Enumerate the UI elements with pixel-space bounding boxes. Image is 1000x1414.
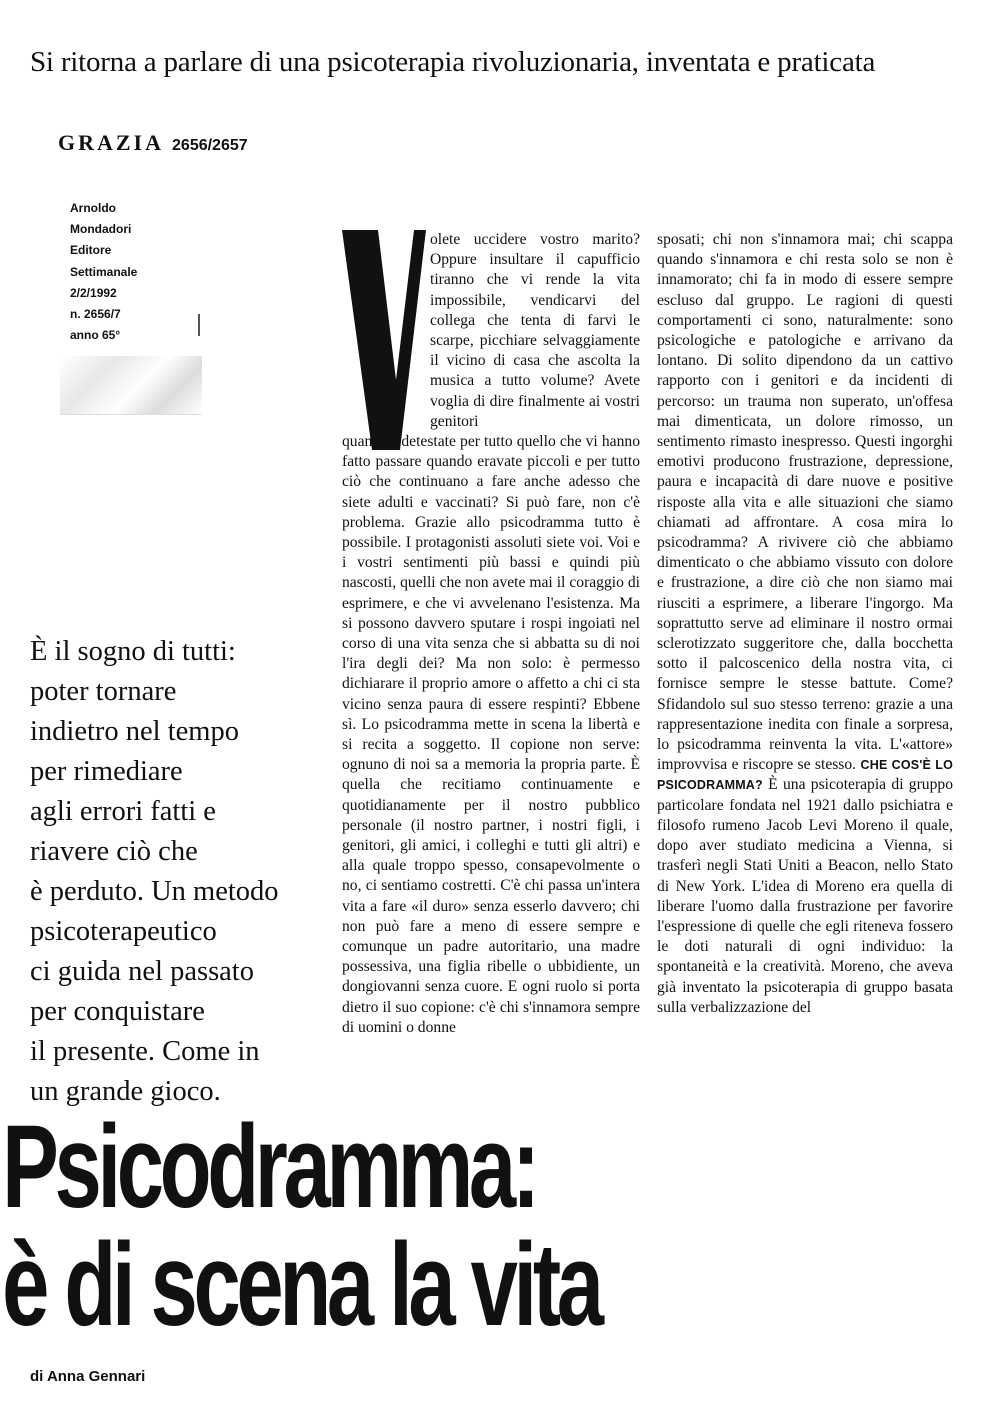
body-column-2 bbox=[657, 230, 953, 1018]
headline-line-1: Psicodramma: bbox=[2, 1101, 536, 1233]
stamp-line: n. 2656/7 bbox=[70, 307, 121, 322]
body-column-1 bbox=[342, 432, 640, 1038]
stamp-lines bbox=[60, 196, 150, 346]
headline-line-2: è di scena la vita bbox=[2, 1219, 600, 1351]
body-paragraph: quanto li detestate per tutto quello che vi hanno fatto passare quando eravate piccoli e per tutto ciò che continuano a fare anche adesso che siete adulti e vaccinati? Si può fare, non c'è problema. Grazie allo psicodramma tutto è possibile. I protagonisti assoluti siete voi. Voi e i vostri sentimenti più bassi e quindi più nascosti, quelli che non avete mai il coraggio di esprimere, e che vi avvelenano l'esistenza. Ma si possono davvero sputare i rospi ingoiati nel corso di una vita senza che si abbatta su di noi l'ira degli dei? Ma non solo: è permesso dichiarare il proprio amore o affetto a chi ci sta vicino senza paura di essere respinti? Ebbene sì. Lo psicodramma mette in scena la libertà e si recita a soggetto. Il copione non serve: ognuno di noi sa a memoria la propria parte. È quella che recitiamo continuamente e quotidianamente per il nostro pubblico personale (il nostro partner, i nostri figli, i genitori, gli amici, i colleghi e tutti gli altri) e alla quale troppo spesso, consapevolmente o no, ci sentiamo costretti. C'è chi passa un'intera vita a fare «il duro» senza esserlo davvero; chi non può fare a meno di essere sempre e comunque un padre autoritario, una madre possessiva, una figlia ribelle o ubbidiente, un dongiovanni senza cuore. E ogni ruolo si porta dietro il suo copione: c'è chi s'innamora sempre di uomini o donne bbox=[342, 433, 640, 1036]
kicker-text: Si ritorna a parlare di una psicoterapia rivoluzionaria, inventata e praticata bbox=[30, 46, 876, 78]
deck-line: ci guida nel passato bbox=[30, 956, 254, 987]
stamp-line: Settimanale bbox=[70, 264, 138, 279]
stamp-line: 2/2/1992 bbox=[70, 285, 117, 300]
deck-line: il presente. Come in bbox=[30, 1036, 260, 1067]
archive-stamp bbox=[60, 196, 150, 414]
deck-line: un grande gioco. bbox=[30, 1076, 221, 1107]
deck-line: è perduto. Un metodo bbox=[30, 876, 279, 907]
body-paragraph bbox=[657, 230, 953, 1018]
deck-line: riavere ciò che bbox=[30, 836, 198, 867]
body-text: sposati; chi non s'innamora mai; chi scappa quando s'innamora e chi resta solo se non è innamorato; chi fa in modo di essere sempre escluso dal gruppo. Le ragioni di questi comportamenti ci sono, naturalmente: sono psicologiche e patologiche e arrivano da lontano. Di solito dipendono da un cattivo rapporto con i genitori e da incidenti di percorso: un trauma non superato, un'offesa mai dimenticata, un dolore rimosso, un sentimento rimasto inespresso. Questi ingorghi emotivi producono frustrazione, depressione, paura e incapacità di dare nuove e positive risposte alla vita e alle situazioni che siamo chiamati ad affrontare. A cosa mira lo psicodramma? A rivivere ciò che abbiamo dimenticato o che abbiamo vissuto con dolore e frustrazione, a dire ciò che non siamo mai riusciti a esprimere, a liberare l'ingorgo. Ma soprattutto serve ad eliminare il nostro ormai sclerotizzato suggeritore che, dalla bocchetta sotto il palcoscenico della nostra vita, ci fornisce sempre le stesse battute. Come? Sfidandolo sul suo stesso terreno: grazie a una rappresentazione inedita con finale a sorpresa, lo psicodramma reinventa la vita. L'«attore» improvvisa e riscopre se stesso. bbox=[657, 231, 953, 774]
deck-line: poter tornare bbox=[30, 676, 177, 707]
stamp-mark bbox=[198, 314, 200, 336]
deck-line: agli errori fatti e bbox=[30, 796, 216, 827]
deck-line: per rimediare bbox=[30, 756, 183, 787]
body-column-1-intro bbox=[430, 230, 640, 432]
drop-cap-v bbox=[342, 230, 426, 450]
section-heading: CHE COS'È LO PSICODRAMMA? bbox=[657, 758, 953, 793]
stamp-line: Mondadori bbox=[70, 222, 132, 237]
deck-text bbox=[30, 632, 330, 1112]
masthead bbox=[58, 130, 248, 156]
stamp-line: anno 65° bbox=[70, 328, 121, 343]
stamp-line: Arnoldo bbox=[70, 201, 116, 215]
deck-line: È il sogno di tutti: bbox=[30, 636, 236, 667]
magazine-logo: GRAZIA bbox=[58, 130, 165, 155]
body-paragraph: olete uccidere vostro marito? Oppure insultare il capufficio tiranno che vi rende la vita impossibile, vendicarvi del collega che tenta di farvi le scarpe, picchiare selvaggiamente il vicino di casa che ascolta la musica a tutto volume? Avete voglia di dire finalmente ai vostri genitori bbox=[430, 231, 640, 430]
body-text: È una psicoterapia di gruppo particolare fondata nel 1921 dallo psichiatra e filosofo rumeno Jacob Levi Moreno il quale, dopo aver studiato medicina a Vienna, si trasferì negli Stati Uniti a Beacon, nello Stato di New York. L'idea di Moreno era quella di liberare l'uomo dalla frustrazione per favorire l'espressione di quelle che egli riteneva fossero le doti naturali di ogni individuo: la spontaneità e la creatività. Moreno, che aveva già inventato la psicoterapia di gruppo basata sulla verbalizzazione del bbox=[657, 776, 953, 1016]
issue-number: 2656/2657 bbox=[172, 137, 248, 154]
stamp-line: Editore bbox=[70, 243, 112, 258]
stamp-scan-texture bbox=[60, 356, 202, 415]
byline: di Anna Gennari bbox=[30, 1368, 146, 1385]
deck-line: indietro nel tempo bbox=[30, 716, 239, 747]
deck-line: psicoterapeutico bbox=[30, 916, 217, 947]
deck-line: per conquistare bbox=[30, 996, 205, 1027]
headline bbox=[0, 1101, 720, 1351]
